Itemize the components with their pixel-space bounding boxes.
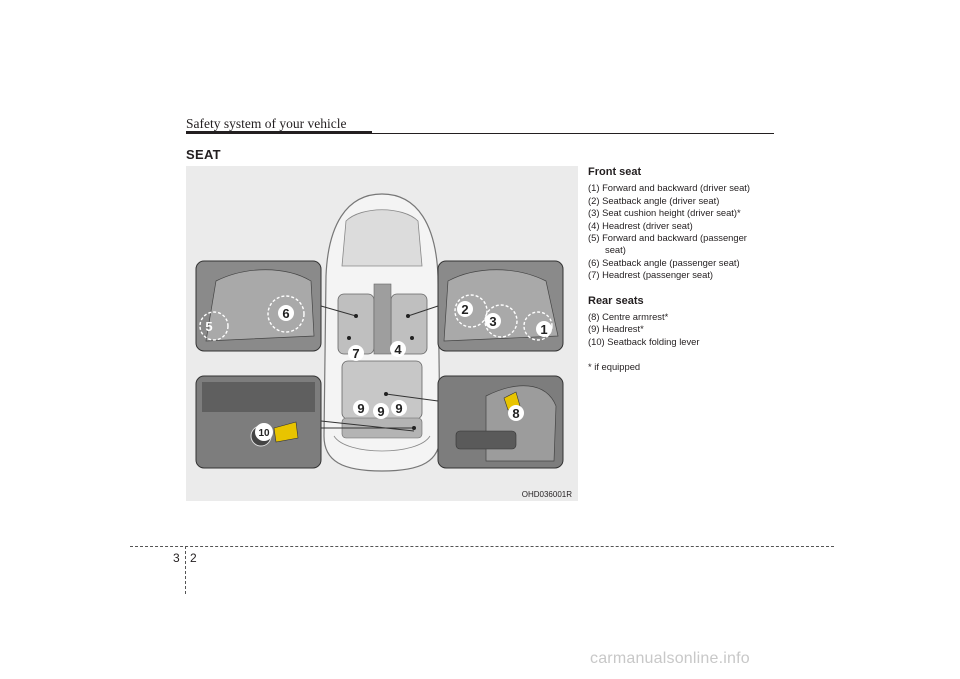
- header-bar: [186, 131, 372, 134]
- callout-label: 5: [205, 319, 213, 334]
- callout-3: [485, 313, 501, 329]
- callout-1: [536, 321, 552, 337]
- seat-figure: [186, 166, 578, 501]
- callout-9a: [353, 400, 369, 416]
- list-item: (8) Centre armrest*: [588, 311, 669, 323]
- callout-5: [201, 318, 217, 334]
- front-seat-heading: Front seat: [588, 166, 642, 178]
- header-title: Safety system of your vehicle: [186, 116, 347, 131]
- list-item: (9) Headrest*: [588, 323, 644, 335]
- callout-label: 8: [512, 406, 520, 421]
- section-heading: SEAT: [186, 147, 221, 162]
- callout-label: 4: [394, 342, 402, 357]
- list-item-text: (5) Forward and backward (passenger: [588, 232, 747, 244]
- car-top-view: [324, 194, 440, 471]
- callout-label: 2: [461, 302, 469, 317]
- callout-4: [390, 341, 406, 357]
- list-item: (6) Seatback angle (passenger seat): [588, 256, 740, 268]
- callout-9c: [391, 400, 407, 416]
- footnote: * if equipped: [588, 361, 641, 373]
- callout-label: 6: [282, 306, 290, 321]
- callout-label: 9: [377, 404, 385, 419]
- inset-driver-seat: [438, 261, 563, 351]
- seat-illustration: [186, 166, 578, 501]
- callout-label: 3: [489, 314, 497, 329]
- callout-label: 9: [357, 401, 365, 416]
- list-item: [588, 232, 778, 257]
- inset-seatback-lever: [196, 376, 321, 468]
- header-rule: [372, 133, 774, 134]
- callout-9b: [373, 403, 389, 419]
- callout-6: [278, 305, 294, 321]
- chapter-number: 3: [173, 551, 180, 565]
- footer-divider: [185, 546, 186, 594]
- callout-label: 7: [352, 346, 360, 361]
- callout-7: [348, 345, 364, 361]
- list-item: (2) Seatback angle (driver seat): [588, 194, 720, 206]
- list-item: (7) Headrest (passenger seat): [588, 269, 714, 281]
- callout-10: [255, 423, 273, 441]
- callout-label: 1: [540, 322, 548, 337]
- watermark: carmanualsonline.info: [590, 650, 750, 667]
- list-item-continuation: seat): [605, 244, 626, 256]
- callout-8: [508, 405, 524, 421]
- inset-rear-armrest: [438, 376, 563, 468]
- footer-rule: [130, 546, 834, 547]
- callout-label: 9: [395, 401, 403, 416]
- list-item: (4) Headrest (driver seat): [588, 219, 693, 231]
- list-item: (10) Seatback folding lever: [588, 335, 700, 347]
- text-column: [588, 166, 778, 374]
- figure-code: OHD036001R: [521, 490, 572, 499]
- page-number: 2: [190, 551, 197, 565]
- callout-label: 10: [258, 428, 270, 439]
- callout-2: [457, 301, 473, 317]
- rear-seats-heading: Rear seats: [588, 294, 644, 307]
- list-item: (1) Forward and backward (driver seat): [588, 182, 751, 194]
- list-item: (3) Seat cushion height (driver seat)*: [588, 207, 741, 219]
- inset-passenger-seat: [196, 261, 321, 351]
